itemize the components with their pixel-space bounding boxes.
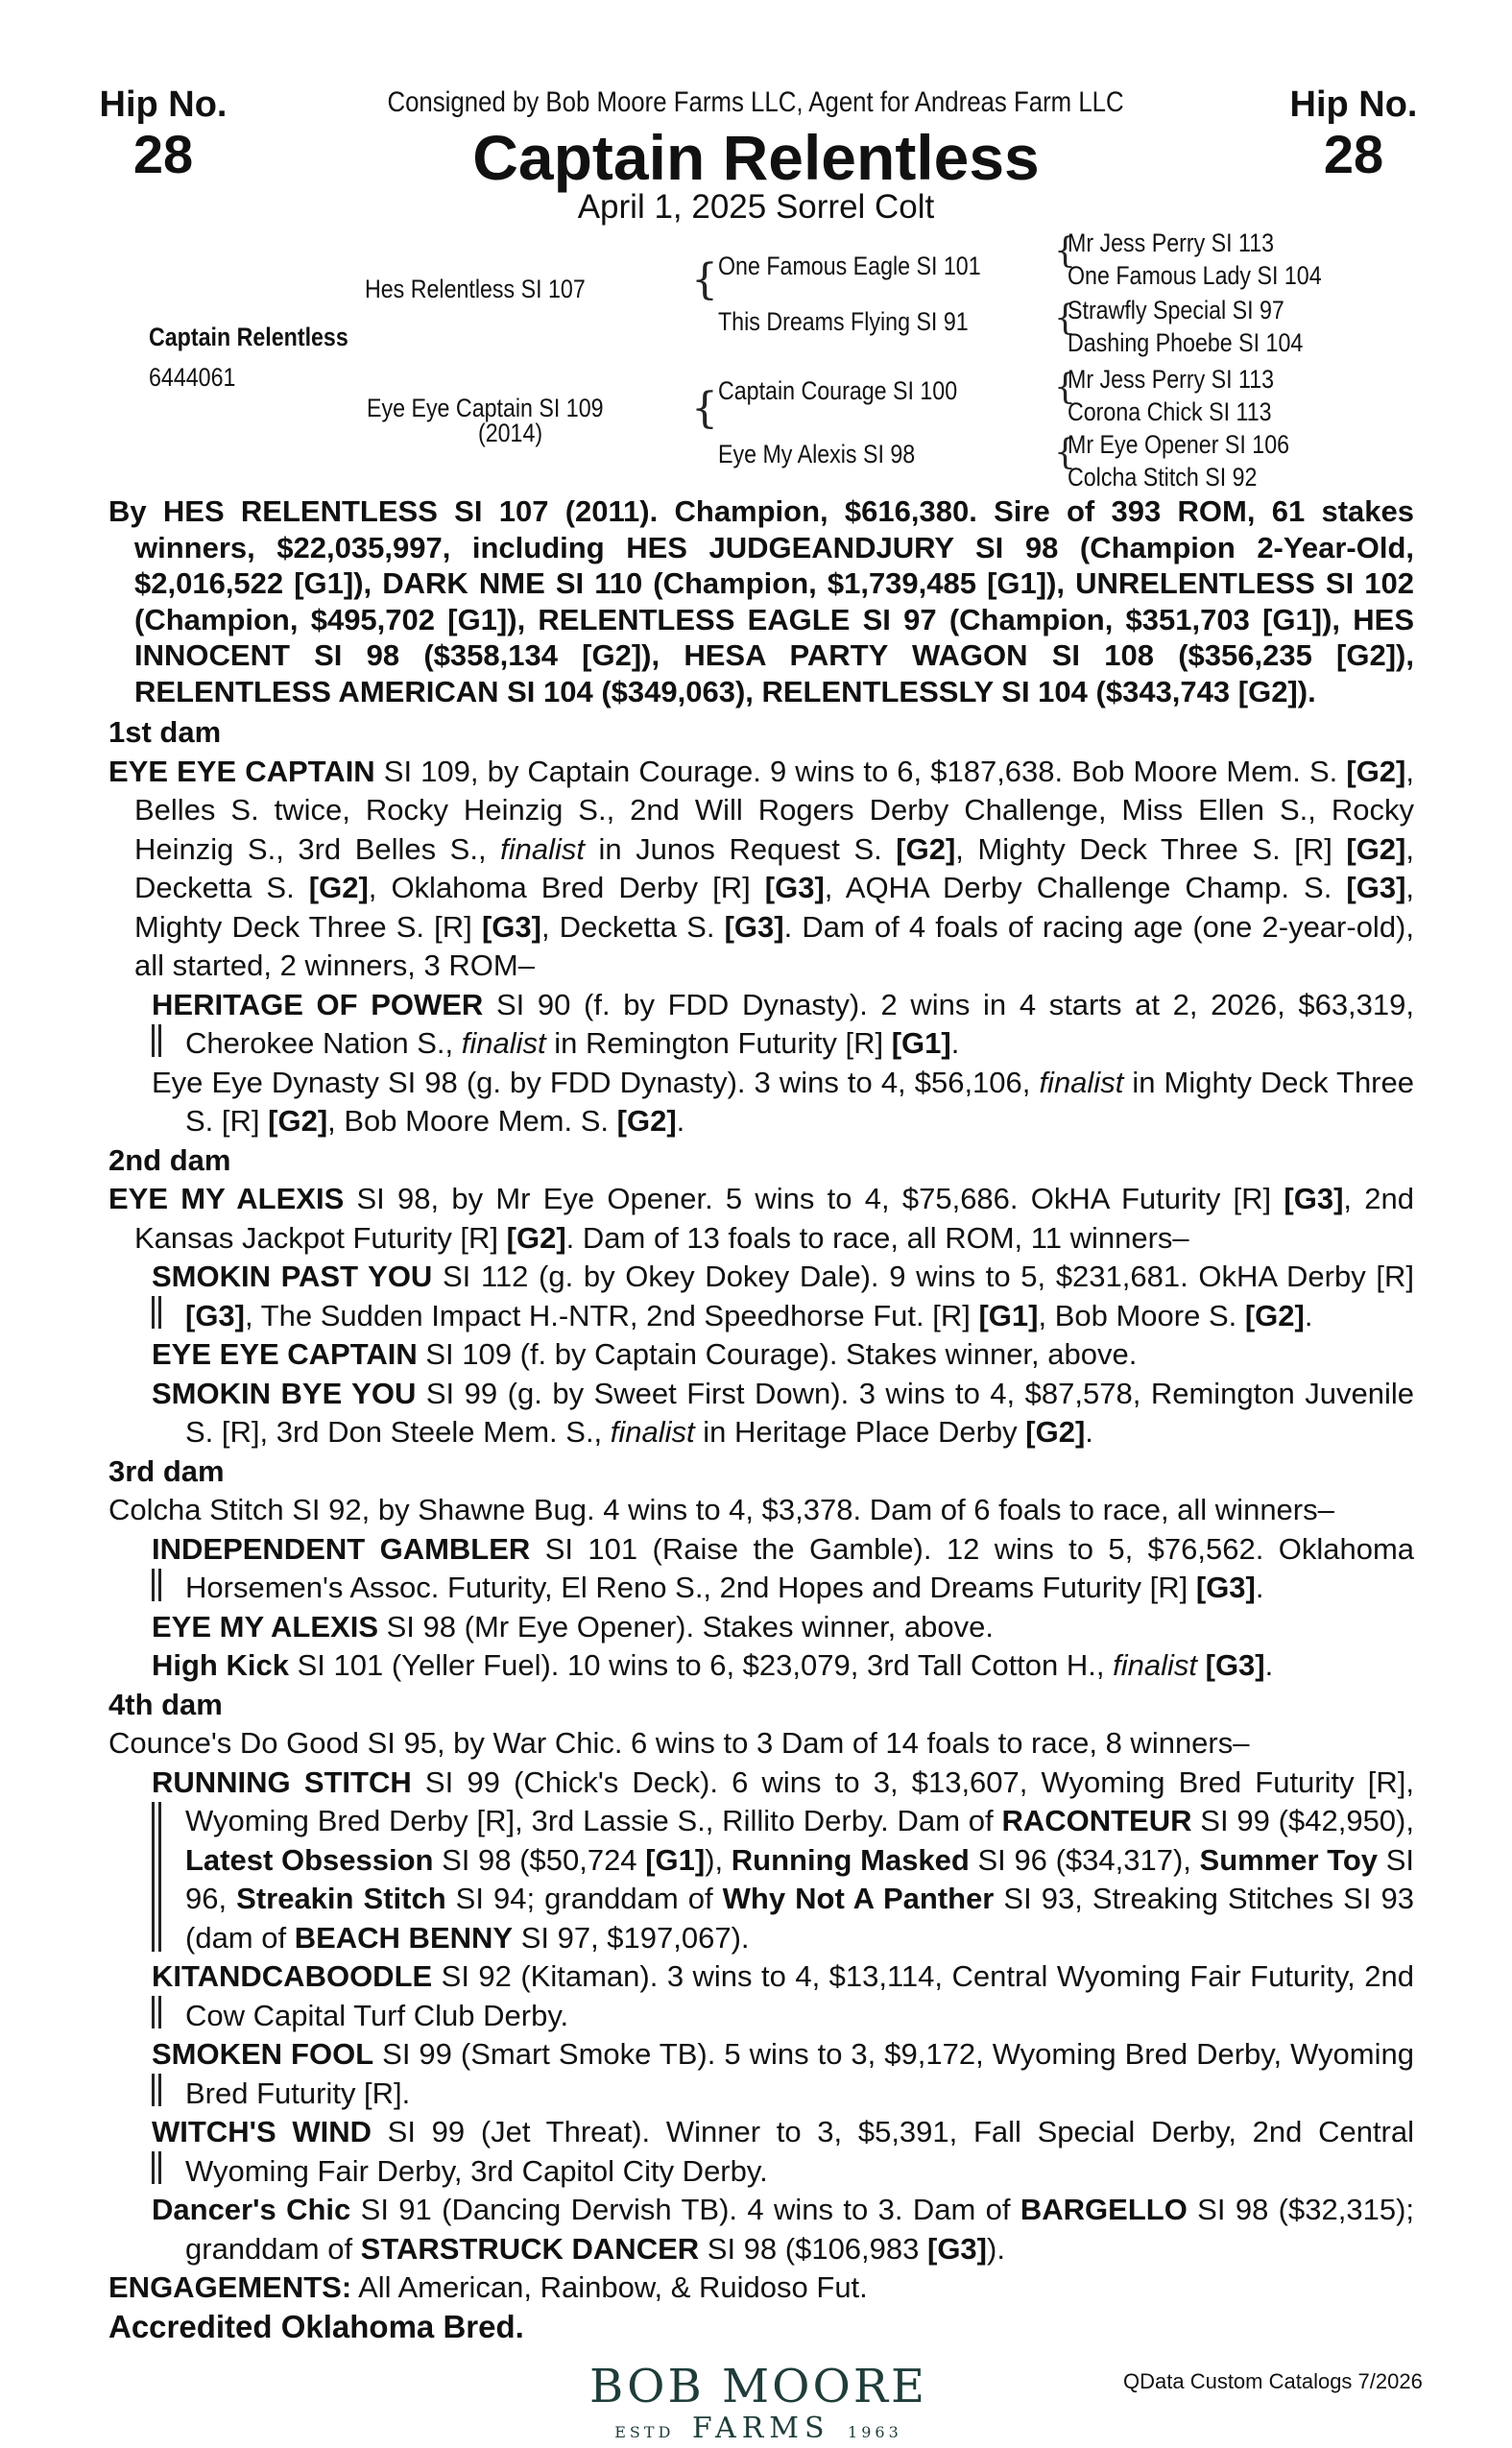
finalist: finalist bbox=[1113, 1648, 1197, 1682]
second-dam-foal-1 bbox=[108, 1258, 1414, 1335]
fourth-dam-heading: 4th dam bbox=[108, 1687, 223, 1721]
pedigree-dam-text: Eye Eye Captain SI 109 bbox=[367, 394, 604, 422]
foal-text: SI 96 ($34,317), bbox=[969, 1842, 1200, 1877]
pedigree-dam-year-text: (2014) bbox=[478, 419, 543, 447]
foal-text: , Bob Moore S. bbox=[1038, 1298, 1245, 1332]
foal-text: in Remington Futurity [R] bbox=[545, 1026, 892, 1060]
pedigree-g4 bbox=[1068, 328, 1341, 358]
second-dam-text: SI 98, by Mr Eye Opener. 5 wins to 4, $75,686. OkHA Futurity [R] bbox=[344, 1182, 1284, 1215]
pedigree-g3-text: Strawfly Special SI 97 bbox=[1068, 296, 1284, 324]
first-dam-paragraph bbox=[108, 753, 1414, 986]
foal-text: . bbox=[676, 1104, 685, 1138]
grade: [G3] bbox=[481, 909, 541, 944]
fourth-dam-foal-1 bbox=[108, 1764, 1414, 1958]
foal-text: . bbox=[1304, 1298, 1313, 1332]
second-dam-foal-2 bbox=[108, 1335, 1414, 1375]
grade: [G3] bbox=[927, 2231, 987, 2266]
logo-farms: FARMS bbox=[691, 2412, 830, 2445]
bob-moore-logo: BOB MOORE bbox=[588, 2360, 928, 2413]
pedigree-sire-text: Hes Relentless SI 107 bbox=[365, 275, 586, 303]
grade: [G1] bbox=[645, 1842, 706, 1877]
catalog-credit: QData Custom Catalogs 7/2026 bbox=[1123, 2369, 1423, 2393]
foal-text: in Mighty Deck Three S. [R] bbox=[185, 1065, 1414, 1138]
second-dam-name: EYE MY ALEXIS bbox=[108, 1182, 345, 1215]
foal-name: SMOKEN FOOL bbox=[152, 2037, 374, 2071]
foal-text: SI 101 (Yeller Fuel). 10 wins to 6, $23,079, 3rd Tall Cotton H., bbox=[288, 1648, 1114, 1682]
foal-text: SI 90 (f. by FDD Dynasty). 2 wins in 4 starts at 2, 2026, $63,319, Cherokee Nation S., bbox=[185, 987, 1415, 1060]
foal-text bbox=[1197, 1648, 1206, 1682]
second-dam-heading: 2nd dam bbox=[108, 1142, 231, 1177]
engagements-line bbox=[108, 2268, 1414, 2308]
pedigree-g7-text: Mr Eye Opener SI 106 bbox=[1068, 430, 1290, 459]
produce-bars bbox=[152, 1296, 161, 1329]
first-dam-text: , AQHA Derby Challenge Champ. S. bbox=[824, 871, 1347, 904]
first-dam-text: , Decketta S. bbox=[540, 909, 725, 944]
horse-name-title: Captain Relentless bbox=[472, 122, 1040, 193]
produce-name: Latest Obsession bbox=[185, 1842, 434, 1877]
foal-name: Dancer's Chic bbox=[152, 2193, 351, 2226]
foal-text: , Bob Moore Mem. S. bbox=[327, 1104, 617, 1138]
grade: [G3] bbox=[1346, 871, 1406, 904]
logo-subline bbox=[595, 2412, 922, 2445]
grade: [G2] bbox=[506, 1220, 566, 1255]
catalog-body bbox=[108, 713, 1414, 2346]
produce-bars bbox=[152, 1569, 161, 1601]
second-dam-paragraph bbox=[108, 1180, 1414, 1258]
grade: [G2] bbox=[616, 1104, 677, 1138]
third-dam-heading: 3rd dam bbox=[108, 1453, 225, 1488]
foal-name: SMOKIN PAST YOU bbox=[152, 1260, 433, 1293]
consignor-line bbox=[269, 86, 1243, 119]
grade: [G2] bbox=[1346, 754, 1406, 788]
third-dam-foal-1 bbox=[108, 1530, 1414, 1608]
finalist: finalist bbox=[461, 1026, 546, 1060]
pedigree-dam-year bbox=[478, 419, 553, 448]
foal-text: ), bbox=[705, 1842, 732, 1877]
first-dam-text: , Decketta S. bbox=[134, 831, 1414, 904]
third-dam-foal-3 bbox=[108, 1646, 1414, 1686]
brace-g56: { bbox=[1054, 368, 1076, 407]
produce-name: Streakin Stitch bbox=[236, 1882, 446, 1915]
grade: [G2] bbox=[896, 831, 956, 866]
fourth-dam-foal-3 bbox=[108, 2035, 1414, 2113]
pedigree-g6-text: Corona Chick SI 113 bbox=[1068, 397, 1272, 426]
foal-text: Eye Eye Dynasty SI 98 (g. by FDD Dynasty). 3 wins to 4, $56,106, bbox=[152, 1065, 1040, 1099]
pedigree-g1 bbox=[1068, 228, 1308, 258]
finalist: finalist bbox=[1039, 1065, 1124, 1099]
second-dam-text: . Dam of 13 foals to race, all ROM, 11 winners– bbox=[565, 1220, 1189, 1255]
foal-text: SI 99 (Jet Threat). Winner to 3, $5,391, Fall Special Derby, 2nd Central Wyoming Fair Derby, 3rd Capitol City Derby. bbox=[185, 2115, 1415, 2188]
foal-info: April 1, 2025 Sorrel Colt bbox=[577, 188, 935, 226]
grade: [G1] bbox=[978, 1298, 1039, 1332]
foal-text: SI 101 (Raise the Gamble). 12 wins to 5, $76,562. Oklahoma Horsemen's Assoc. Futurity, El Reno S., 2nd Hopes and Dreams Futurity [R] bbox=[185, 1531, 1415, 1604]
first-dam-text: in Junos Request S. bbox=[584, 831, 897, 866]
hip-number-left: 28 bbox=[132, 124, 194, 184]
pedigree-dam-dam bbox=[718, 440, 948, 469]
finalist: finalist bbox=[500, 831, 585, 866]
grade: [G3] bbox=[724, 909, 784, 944]
grade: [G3] bbox=[1284, 1182, 1344, 1215]
hip-label-left: Hip No. bbox=[99, 84, 228, 125]
produce-name: RACONTEUR bbox=[1001, 1804, 1192, 1837]
foal-text: . bbox=[1264, 1648, 1274, 1682]
first-dam-heading: 1st dam bbox=[108, 715, 222, 749]
logo-year: 1963 bbox=[848, 2423, 902, 2441]
foal-text: . bbox=[1085, 1415, 1093, 1449]
produce-name: BARGELLO bbox=[1020, 2193, 1188, 2226]
accredited-line: Accredited Oklahoma Bred. bbox=[108, 2308, 524, 2344]
pedigree-g8 bbox=[1068, 463, 1288, 492]
pedigree-subject-reg bbox=[149, 363, 250, 393]
fourth-dam-foal-2 bbox=[108, 1957, 1414, 2035]
produce-name: STARSTRUCK DANCER bbox=[360, 2231, 700, 2266]
first-dam-text: , Oklahoma Bred Derby [R] bbox=[368, 871, 765, 904]
pedigree-g7 bbox=[1068, 430, 1326, 460]
grade: [G1] bbox=[891, 1026, 951, 1060]
engagements-label: ENGAGEMENTS: bbox=[108, 2270, 352, 2304]
second-dam-foal-3 bbox=[108, 1375, 1414, 1452]
sire-paragraph: By HES RELENTLESS SI 107 (2011). Champion, $616,380. Sire of 393 ROM, 61 stakes winners, $22,035,997, including HES JUDGEANDJURY SI 98 (Champion 2-Year-Old, $2,016,522 [G1]), DARK NME SI 110 (Champion, $1,739,485 [G1]), UNRELENTLESS SI 102 (Champion, $495,702 [G1]), RELENTLESS EAGLE SI 97 (Champion, $351,703 [G1]), HES INNOCENT SI 98 ($358,134 [G2]), HESA PARTY WAGON SI 108 ($356,235 [G2]), RELENTLESS AMERICAN SI 104 ($349,063), RELENTLESSLY SI 104 ($343,743 [G2]). bbox=[108, 494, 1414, 708]
brace-g12: { bbox=[1054, 231, 1076, 271]
foal-name: RUNNING STITCH bbox=[152, 1764, 412, 1799]
fourth-dam-paragraph: Counce's Do Good SI 95, by War Chic. 6 wins to 3 Dam of 14 foals to race, 8 winners– bbox=[108, 1726, 1250, 1760]
foal-text: SI 99 ($42,950), bbox=[1191, 1804, 1414, 1837]
foal-text: SI 98 (Mr Eye Opener). Stakes winner, above. bbox=[378, 1609, 994, 1644]
foal-name: EYE EYE CAPTAIN bbox=[152, 1337, 418, 1371]
grade: [G3] bbox=[1195, 1571, 1256, 1604]
produce-bars bbox=[152, 1996, 161, 2028]
pedigree-sire-sire-text: One Famous Eagle SI 101 bbox=[718, 252, 981, 280]
consignor-text: Consigned by Bob Moore Farms LLC, Agent for Andreas Farm LLC bbox=[387, 86, 1125, 118]
first-dam-text: , Belles S. twice, Rocky Heinzig S., 2nd Will Rogers Derby Challenge, Miss Ellen S., Rocky Heinzig S., 3rd Belles S., bbox=[134, 754, 1414, 866]
pedigree-g3 bbox=[1068, 296, 1320, 325]
pedigree-g4-text: Dashing Phoebe SI 104 bbox=[1068, 328, 1304, 357]
finalist: finalist bbox=[610, 1415, 695, 1449]
foal-text: SI 94; granddam of bbox=[445, 1882, 723, 1915]
produce-name: BEACH BENNY bbox=[294, 1920, 514, 1955]
foal-text: SI 112 (g. by Okey Dokey Dale). 9 wins to 5, $231,681. OkHA Derby [R] bbox=[432, 1260, 1414, 1293]
foal-text: SI 96, bbox=[185, 1842, 1414, 1915]
produce-bars bbox=[152, 1802, 161, 1952]
pedigree-subject-name bbox=[149, 323, 381, 352]
foal-text: SI 91 (Dancing Dervish TB). 4 wins to 3. Dam of bbox=[350, 2193, 1020, 2226]
produce-name: Running Masked bbox=[731, 1842, 970, 1877]
fourth-dam-foal-4 bbox=[108, 2113, 1414, 2191]
pedigree-sire bbox=[365, 275, 621, 304]
grade: [G3] bbox=[185, 1298, 245, 1332]
first-dam-text: , Mighty Deck Three S. [R] bbox=[955, 831, 1347, 866]
grade: [G2] bbox=[268, 1104, 328, 1138]
grade: [G2] bbox=[1346, 831, 1406, 866]
pedigree-sire-dam-text: This Dreams Flying SI 91 bbox=[718, 307, 969, 336]
pedigree-g5 bbox=[1068, 365, 1308, 395]
foal-text: . bbox=[950, 1026, 960, 1060]
first-dam-foal-1 bbox=[108, 986, 1414, 1064]
brace-g34: { bbox=[1054, 299, 1076, 338]
pedigree-sire-sire bbox=[718, 252, 1023, 281]
pedigree-sire-dam bbox=[718, 307, 1009, 337]
logo-estd: ESTD bbox=[614, 2423, 675, 2441]
grade: [G2] bbox=[1244, 1298, 1305, 1332]
pedigree-g1-text: Mr Jess Perry SI 113 bbox=[1068, 228, 1275, 257]
first-dam-text: . Dam of 4 foals of racing age (one 2-year-old), all started, 2 winners, 3 ROM– bbox=[134, 909, 1414, 982]
produce-bars bbox=[152, 2074, 161, 2106]
pedigree-g5-text: Mr Jess Perry SI 113 bbox=[1068, 365, 1275, 394]
hip-label-right: Hip No. bbox=[1289, 84, 1418, 125]
foal-text: in Heritage Place Derby bbox=[694, 1415, 1026, 1449]
foal-text: SI 93, Streaking Stitches SI 93 (dam of bbox=[185, 1882, 1414, 1955]
foal-text: SI 99 (g. by Sweet First Down). 3 wins to 4, $87,578, Remington Juvenile S. [R], 3rd Don Steele Mem. S., bbox=[185, 1376, 1414, 1449]
first-dam-foal-2 bbox=[108, 1064, 1414, 1141]
pedigree-subject-reg-text: 6444061 bbox=[149, 363, 236, 392]
foal-name: EYE MY ALEXIS bbox=[152, 1609, 379, 1644]
grade: [G2] bbox=[308, 871, 369, 904]
first-dam-text: SI 109, by Captain Courage. 9 wins to 6, $187,638. Bob Moore Mem. S. bbox=[374, 754, 1347, 788]
hip-number-right: 28 bbox=[1323, 124, 1384, 184]
produce-bars bbox=[152, 2151, 161, 2184]
grade: [G2] bbox=[1025, 1415, 1086, 1449]
foal-text: SI 97, $197,067). bbox=[513, 1920, 750, 1955]
foal-name: INDEPENDENT GAMBLER bbox=[152, 1531, 531, 1566]
pedigree-g8-text: Colcha Stitch SI 92 bbox=[1068, 463, 1258, 492]
brace-dam: { bbox=[691, 384, 718, 433]
foal-name: High Kick bbox=[152, 1648, 289, 1682]
foal-text: , The Sudden Impact H.-NTR, 2nd Speedhorse Fut. [R] bbox=[245, 1298, 979, 1332]
produce-name: Summer Toy bbox=[1199, 1842, 1379, 1877]
second-dam-text: , 2nd Kansas Jackpot Futurity [R] bbox=[134, 1182, 1414, 1255]
pedigree-dam-sire bbox=[718, 376, 996, 406]
foal-name: SMOKIN BYE YOU bbox=[152, 1376, 417, 1410]
first-dam-name: EYE EYE CAPTAIN bbox=[108, 754, 375, 788]
pedigree-g6 bbox=[1068, 397, 1305, 427]
foal-text: SI 98 ($50,724 bbox=[433, 1842, 646, 1877]
produce-name: Why Not A Panther bbox=[722, 1882, 995, 1915]
foal-text: SI 99 (Chick's Deck). 6 wins to 3, $13,607, Wyoming Bred Futurity [R], Wyoming Bred Derby [R], 3rd Lassie S., Rillito Derby. Dam of bbox=[185, 1764, 1415, 1837]
foal-text: ). bbox=[987, 2231, 1005, 2266]
pedigree-dam-dam-text: Eye My Alexis SI 98 bbox=[718, 440, 916, 468]
brace-sire: { bbox=[691, 255, 718, 304]
produce-bars bbox=[152, 1024, 161, 1057]
engagements-text: All American, Rainbow, & Ruidoso Fut. bbox=[351, 2270, 868, 2304]
foal-text: SI 98 ($106,983 bbox=[699, 2231, 927, 2266]
grade: [G3] bbox=[764, 871, 825, 904]
third-dam-foal-2 bbox=[108, 1608, 1414, 1647]
pedigree-g2 bbox=[1068, 261, 1363, 291]
third-dam-paragraph: Colcha Stitch SI 92, by Shawne Bug. 4 wins to 4, $3,378. Dam of 6 foals to race, all winners– bbox=[108, 1493, 1334, 1526]
fourth-dam-foal-5 bbox=[108, 2191, 1414, 2268]
first-dam-text: , Mighty Deck Three S. [R] bbox=[134, 871, 1415, 944]
pedigree-subject-name-text: Captain Relentless bbox=[149, 323, 348, 351]
foal-text: SI 109 (f. by Captain Courage). Stakes winner, above. bbox=[417, 1337, 1138, 1371]
foal-name: HERITAGE OF POWER bbox=[152, 987, 484, 1021]
foal-text: SI 99 (Smart Smoke TB). 5 wins to 3, $9,172, Wyoming Bred Derby, Wyoming Bred Futurity [R]. bbox=[185, 2037, 1414, 2110]
foal-text: . bbox=[1255, 1571, 1264, 1604]
foal-name: WITCH'S WIND bbox=[152, 2115, 372, 2148]
foal-text: SI 92 (Kitaman). 3 wins to 4, $13,114, Central Wyoming Fair Futurity, 2nd Cow Capital Turf Club Derby. bbox=[185, 1959, 1414, 2032]
foal-name: KITANDCABOODLE bbox=[152, 1959, 433, 1993]
pedigree-dam-sire-text: Captain Courage SI 100 bbox=[718, 376, 958, 405]
brace-g78: { bbox=[1054, 433, 1076, 472]
grade: [G3] bbox=[1205, 1648, 1265, 1682]
foal-text: SI 98 ($32,315); granddam of bbox=[185, 2193, 1415, 2266]
pedigree-g2-text: One Famous Lady SI 104 bbox=[1068, 261, 1322, 290]
